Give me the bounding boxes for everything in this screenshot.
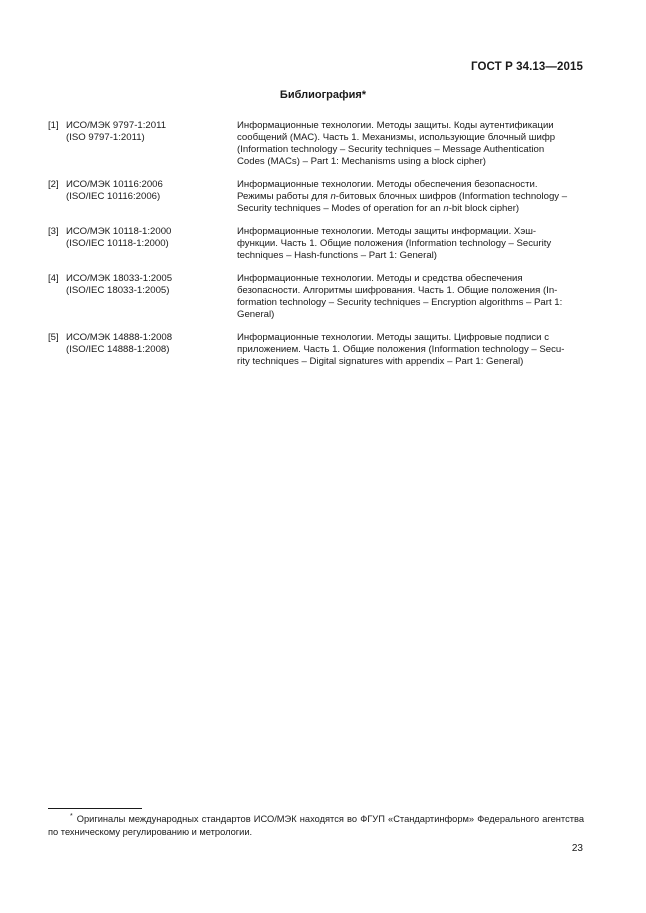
standard-line: ИСО/МЭК 14888-1:2008 bbox=[66, 332, 173, 343]
description-line: приложением. Часть 1. Общие положения (Information technology – Secu- bbox=[237, 344, 565, 355]
entry-standard bbox=[66, 120, 237, 168]
standard-line: ИСО/МЭК 9797-1:2011 bbox=[66, 120, 167, 131]
description-line: Режимы работы для n-битовых блочных шифров (Information technology – bbox=[237, 191, 568, 202]
footnote-text: Оригиналы международных стандартов ИСО/МЭК находятся во ФГУП «Стандартинформ» Федерального агентства по техническому регулированию и метрологии. bbox=[48, 814, 584, 837]
entry-number: [1] bbox=[48, 120, 59, 131]
description-line: formation technology – Security techniques – Encryption algorithms – Part 1: bbox=[237, 297, 563, 308]
description-line: Информационные технологии. Методы защиты информации. Хэш- bbox=[237, 226, 537, 237]
description-line: сообщений (МАС). Часть 1. Механизмы, использующие блочный шифр bbox=[237, 132, 556, 143]
standard-line: (ISO/IEC 18033-1:2005) bbox=[66, 285, 170, 296]
entry-description bbox=[237, 226, 584, 262]
description-line: techniques – Hash-functions – Part 1: General) bbox=[237, 250, 437, 261]
footnote bbox=[48, 813, 584, 839]
entry-standard bbox=[66, 332, 237, 368]
standard-line: ИСО/МЭК 18033-1:2005 bbox=[66, 273, 173, 284]
description-line: (Information technology – Security techniques – Message Authentication bbox=[237, 144, 545, 155]
standard-line: (ISO/IEC 14888-1:2008) bbox=[66, 344, 170, 355]
entry-number: [5] bbox=[48, 332, 59, 343]
description-line: Codes (MACs) – Part 1: Mechanisms using a block cipher) bbox=[237, 156, 486, 167]
standard-line: ИСО/МЭК 10116:2006 bbox=[66, 179, 163, 190]
standard-line: (ISO/IEC 10116:2006) bbox=[66, 191, 161, 202]
entry-description bbox=[237, 332, 584, 368]
bibliography-entry bbox=[48, 120, 584, 168]
bibliography-entry bbox=[48, 179, 584, 215]
description-line: функции. Часть 1. Общие положения (Information technology – Security bbox=[237, 238, 552, 249]
footnote-mark: * bbox=[70, 812, 73, 820]
entry-number: [2] bbox=[48, 179, 59, 190]
entry-description bbox=[237, 273, 584, 321]
description-line: Информационные технологии. Методы обеспечения безопасности. bbox=[237, 179, 538, 190]
bibliography-entry bbox=[48, 226, 584, 262]
entry-description bbox=[237, 179, 584, 215]
description-line: rity techniques – Digital signatures with appendix – Part 1: General) bbox=[237, 356, 524, 367]
entry-standard bbox=[66, 179, 237, 215]
entry-description bbox=[237, 120, 584, 168]
entry-standard bbox=[66, 226, 237, 262]
description-line: Информационные технологии. Методы защиты. Цифровые подписи с bbox=[237, 332, 549, 343]
standard-line: (ISO 9797-1:2011) bbox=[66, 132, 145, 143]
description-line: General) bbox=[237, 309, 275, 320]
description-line: безопасности. Алгоритмы шифрования. Часть 1. Общие положения (In- bbox=[237, 285, 558, 296]
bibliography-list bbox=[48, 120, 584, 379]
bibliography-entry bbox=[48, 332, 584, 368]
description-line: Информационные технологии. Методы защиты. Коды аутентификации bbox=[237, 120, 554, 131]
entry-standard bbox=[66, 273, 237, 321]
description-line: Информационные технологии. Методы и средства обеспечения bbox=[237, 273, 523, 284]
standard-line: (ISO/IEC 10118-1:2000) bbox=[66, 238, 169, 249]
entry-number: [4] bbox=[48, 273, 59, 284]
footnote-divider bbox=[48, 808, 142, 809]
bibliography-entry bbox=[48, 273, 584, 321]
page-number: 23 bbox=[571, 843, 583, 854]
standard-line: ИСО/МЭК 10118-1:2000 bbox=[66, 226, 172, 237]
description-line: Security techniques – Modes of operation for an n-bit block cipher) bbox=[237, 203, 520, 214]
entry-number: [3] bbox=[48, 226, 59, 237]
page-title: Библиография* bbox=[279, 89, 367, 101]
document-id: ГОСТ Р 34.13—2015 bbox=[471, 61, 583, 73]
